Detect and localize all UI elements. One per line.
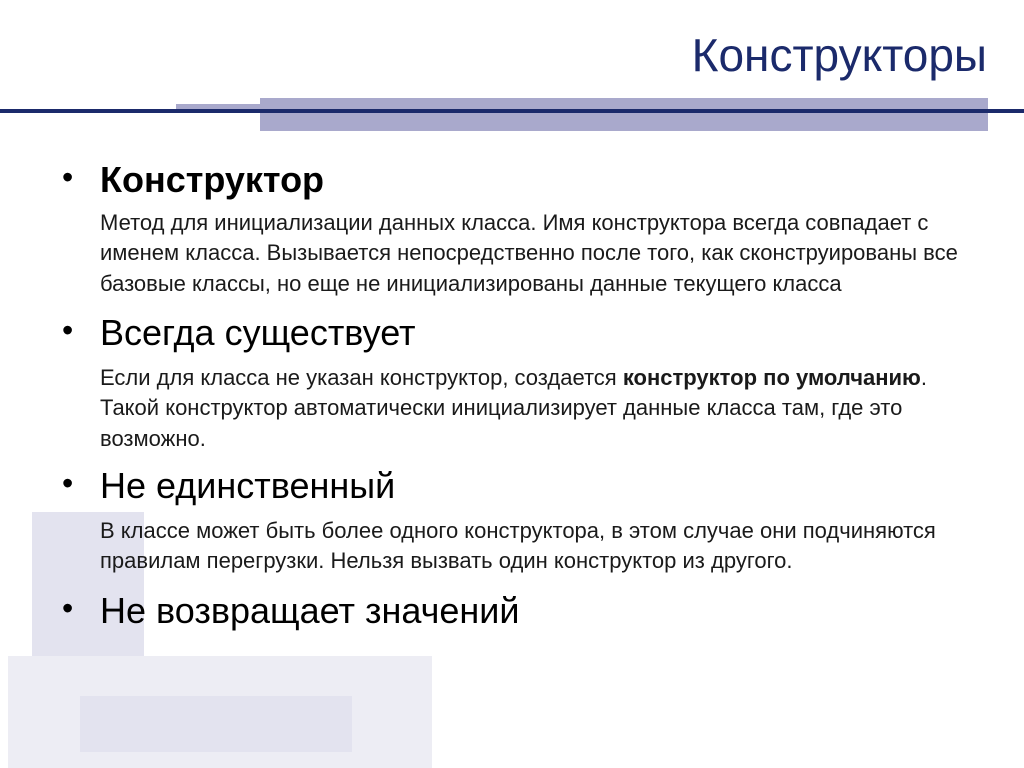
bullet-heading: Не единственный [100,464,396,506]
decorative-rectangle [80,696,352,752]
bullet-heading: Конструктор [100,159,325,200]
description-text: . Такой конструктор автоматически инициализирует данные класса там, где это возможно. [100,364,927,451]
bullet-icon: • [62,464,74,501]
bullet-icon: • [62,159,74,195]
bullet-description: В классе может быть более одного конструктора, в этом случае они подчиняются правилам перегрузки. Нельзя вызвать один конструктор из другого. [100,517,936,574]
title-divider-block [260,98,988,131]
description-emphasis: конструктор по умолчанию [622,364,921,390]
slide-title: Конструкторы [691,29,987,81]
bullet-heading: Не возвращает значений [100,589,520,631]
bullet-description: Метод для инициализации данных класса. Имя конструктора всегда совпадает с именем класса. Вызывается непосредственно после того, как сконструированы все базовые классы, но еще не инициализированы данные текущего класса [100,209,958,296]
title-divider-line-overlay [260,109,988,113]
bullet-icon: • [62,589,74,626]
bullet-heading: Всегда существует [100,311,416,353]
bullet-item [62,464,962,508]
bullet-item [62,158,962,202]
bullet-icon: • [62,311,74,348]
slide-body [62,158,962,633]
bullet-item [62,589,962,633]
description-text: Если для класса не указан конструктор, создается [100,364,623,390]
bullet-description [100,363,960,454]
bullet-item [62,311,962,355]
